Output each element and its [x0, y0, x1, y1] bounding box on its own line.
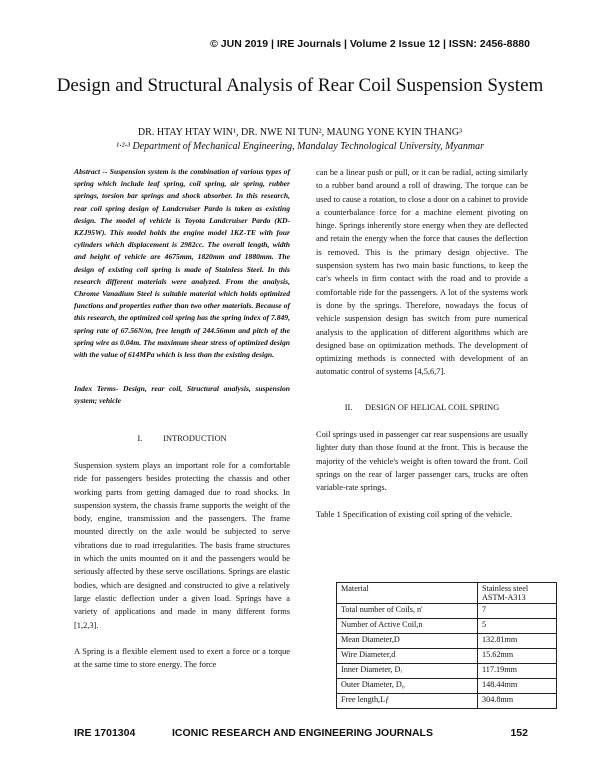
footer-journal-name: ICONIC RESEARCH AND ENGINEERING JOURNALS — [172, 727, 433, 739]
page-number: 152 — [510, 727, 528, 739]
affiliation: ¹·²·³ Department of Mechanical Engineering, Mandalay Technological University, Myanmar — [115, 141, 484, 152]
right-paragraph-1: can be a linear push or pull, or it can be radial, acting similarly to a rubber band around a roll of drawing. The torque can be used to cause a rotation, to close a door on a cabinet to provide a counterbalance force for a machine element pivoting on hinge. Springs inherently store energy when they are deflected and retain the energy when the force that causes the deflection is removed. This is the primary design objective. The suspension system has two main basic functions, to keep the car's wheels in firm contact with the road and to provide a comfortable ride for the passengers. A lot of the systems work is done by the springs. Therefore, nowadays the focus of vehicle suspension design has switch from pure numerical analysis to the application of different algorithms which are designed base on optimization methods. The development of optimizing methods is connected with development of an automatic control of systems [4,5,6,7]. — [316, 168, 528, 377]
table-caption: Table 1 Specification of existing coil spring of the vehicle. — [316, 509, 513, 519]
table-cell: Wire Diameter,d — [337, 649, 478, 664]
paper-title: Design and Structural Analysis of Rear Coil Suspension System — [56, 75, 544, 96]
table-cell: 304.8mm — [478, 694, 557, 709]
index-terms: Index Terms- Design, rear coil, Structural analysis, suspension system; vehicle — [74, 384, 290, 406]
table-cell: Free length,Lƒ — [337, 694, 478, 709]
abstract: Abstract -- Suspension system is the combination of various types of spring which include leaf spring, coil spring, air spring, rubber springs, torsion bar springs and shock absorber. In this research, rear coil spring design of Landcruiser Pardo is taken as existing design. The model of vehicle is Toyota Landcruiser Pardo (KD-KZJ95W). This model holds the engine model 1KZ-TE with four cylinders which displacement is 2982cc. The overall length, width and height of vehicle are 4675mm, 1820mm and 1880mm. The design of existing coil spring is made of Stainless Steel. In this research different materials were analyzed. From the analysis, Chrome Vanadium Steel is suitable material which holds optimized functions and properties rather than two other materials. Because of this research, the optimized coil spring has the spring index of 7.849, spring rate of 67.56N/m, free length of 244.56mm and pitch of the spring wire as 0.04m. The maximum shear stress of optimized design with the value of 614MPa which is less than the existing design. — [74, 167, 290, 360]
journal-header: © JUN 2019 | IRE Journals | Volume 2 Issue 12 | ISSN: 2456-8880 — [210, 38, 530, 50]
table-cell: Total number of Coils, n' — [337, 604, 478, 619]
left-column — [74, 166, 290, 671]
table-row — [337, 634, 557, 649]
table-cell: Outer Diameter, D₀ — [337, 679, 478, 694]
table-cell: Mean Diameter,D — [337, 634, 478, 649]
section-heading-introduction: I. INTRODUCTION — [137, 433, 227, 443]
section-heading-design: II. DESIGN OF HELICAL COIL SPRING — [344, 402, 500, 412]
right-column — [316, 166, 528, 521]
spec-table — [336, 582, 557, 709]
table-row — [337, 619, 557, 634]
footer-paper-id: IRE 1701304 — [74, 727, 136, 739]
table-cell: 7 — [478, 604, 557, 619]
table-cell: Material — [337, 583, 478, 604]
table-cell: 5 — [478, 619, 557, 634]
intro-paragraph-2: A Spring is a flexible element used to exert a force or a torque at the same time to store energy. The force — [74, 646, 290, 670]
table-cell: Number of Active Coil,n — [337, 619, 478, 634]
authors: DR. HTAY HTAY WIN¹, DR. NWE NI TUN², MAUNG YONE KYIN THANG³ — [137, 127, 463, 138]
table-row — [337, 583, 557, 604]
table-cell: 117.19mm — [478, 664, 557, 679]
table-cell: 148.44mm — [478, 679, 557, 694]
table-cell: 132.81mm — [478, 634, 557, 649]
intro-paragraph-1: Suspension system plays an important role for a comfortable ride for passengers besides protecting the chassis and other working parts from getting damaged due to road shocks. In suspension system, the chassis frame supports the weight of the body, engine, transmission and the passengers. The frame mounted directly on the axle would be subjected to serve vibrations due to road irregularities. The basis frame structures in which the units mounted on it and the passengers would be seriously affected by these serve oscillations. Springs are elastic bodies, which are designed and constructed to give a relatively large elastic deflection under a given load. Springs have a variety of applications and made in many different forms [1,2,3]. — [74, 460, 290, 630]
table-cell: Inner Diameter, Dᵢ — [337, 664, 478, 679]
table-cell: 15.62mm — [478, 649, 557, 664]
table-row — [337, 679, 557, 694]
table-row — [337, 664, 557, 679]
table-row — [337, 694, 557, 709]
table-row — [337, 649, 557, 664]
design-paragraph-1: Coil springs used in passenger car rear suspensions are usually lighter duty than those found at the front. This is because the majority of the vehicle's weight is often toward the front. Coil springs on the rear of larger passenger cars, trucks are often variable-rate springs. — [316, 430, 528, 493]
table-row — [337, 604, 557, 619]
table-cell: Stainless steel ASTM-A313 — [478, 583, 557, 604]
